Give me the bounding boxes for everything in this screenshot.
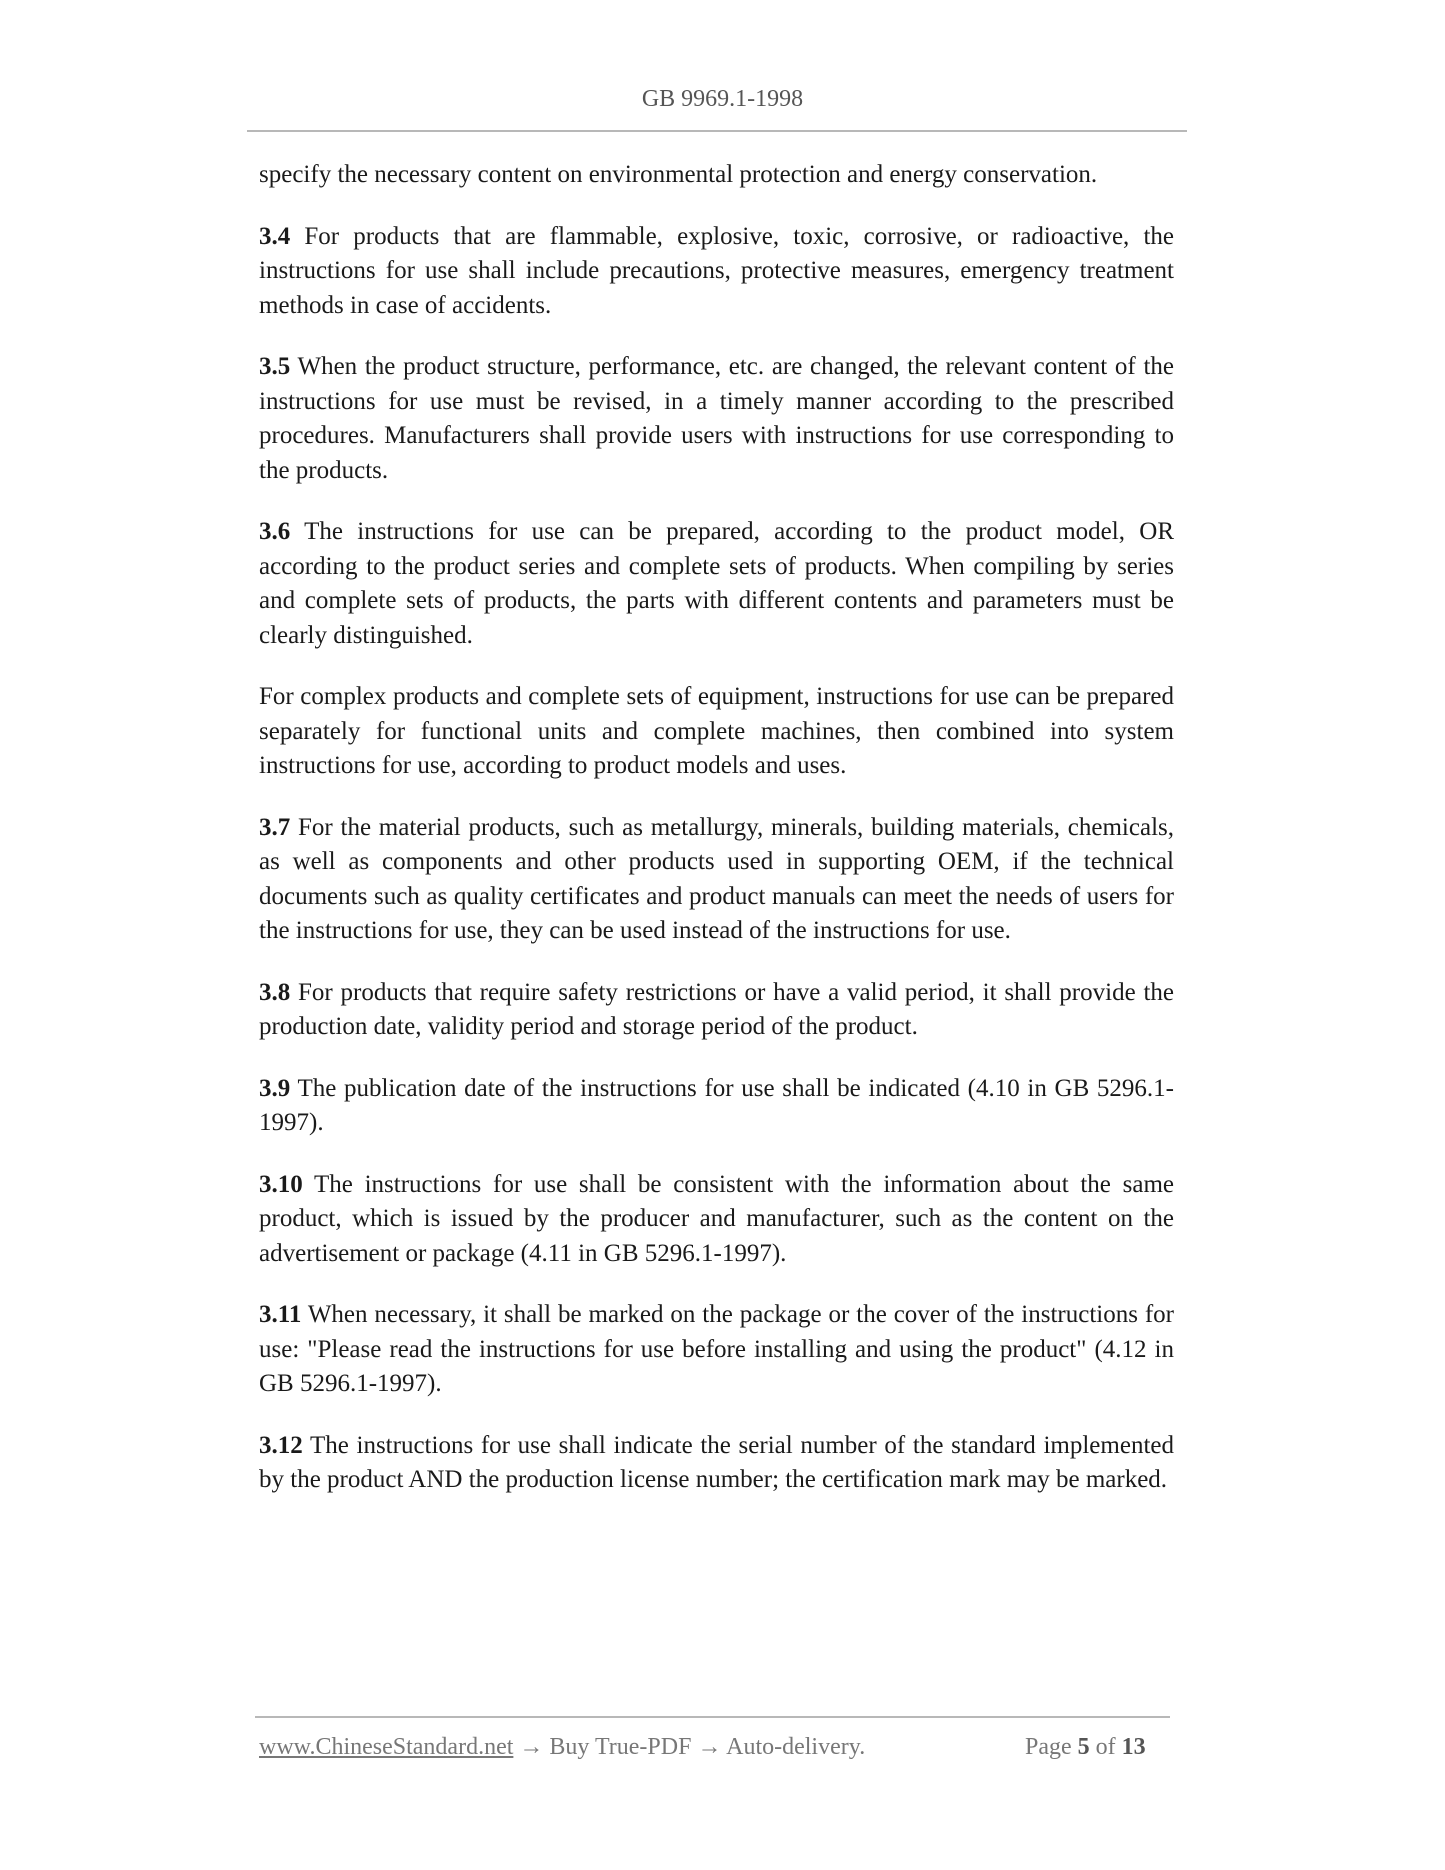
paragraph-text: specify the necessary content on environmental protection and energy conservation. <box>259 161 1098 188</box>
clause-3-5 <box>259 350 1174 488</box>
clause-text: The instructions for use shall indicate the serial number of the standard implemented by the product AND the production license number; the certification mark may be marked. <box>259 1431 1174 1493</box>
clause-text: The instructions for use shall be consistent with the information about the same product, which is issued by the producer and manufacturer, such as the content on the advertisement or package (4.11 in GB 5296.1-1997). <box>259 1170 1174 1267</box>
clause-number: 3.4 <box>259 222 291 250</box>
footer-promo <box>259 1734 865 1761</box>
clause-number: 3.8 <box>259 978 291 1006</box>
clause-3-6-continued <box>259 680 1174 784</box>
clause-3-10 <box>259 1168 1174 1272</box>
paragraph-text: For complex products and complete sets of equipment, instructions for use can be prepared separately for functional units and complete machines, then combined into system instructions for use, according to product models and uses. <box>259 683 1174 779</box>
clause-text: For the material products, such as metallurgy, minerals, building materials, chemicals, as well as components and other products used in supporting OEM, if the technical documents such as quality certificates and product manuals can meet the needs of users for the instructions for use, they can be used instead of the instructions for use. <box>259 813 1174 944</box>
clause-number: 3.9 <box>259 1074 291 1102</box>
document-body <box>259 158 1174 1525</box>
website-link[interactable]: www.ChineseStandard.net <box>259 1734 514 1760</box>
header-divider <box>247 130 1187 132</box>
clause-3-11 <box>259 1298 1174 1402</box>
page-label: Page <box>1025 1734 1078 1760</box>
clause-number: 3.6 <box>259 518 291 545</box>
clause-3-9 <box>259 1072 1174 1141</box>
footer-tagline: → Buy True-PDF → Auto-delivery. <box>513 1734 866 1760</box>
page-indicator <box>1025 1734 1146 1761</box>
of-label: of <box>1089 1734 1122 1760</box>
clause-number: 3.5 <box>259 353 291 380</box>
clause-text: For products that require safety restrictions or have a valid period, it shall provide the production date, validity period and storage period of the product. <box>259 978 1174 1040</box>
clause-number: 3.10 <box>259 1170 303 1198</box>
total-pages-number: 13 <box>1121 1734 1146 1760</box>
page-header-title: GB 9969.1-1998 <box>641 86 804 112</box>
clause-3-8 <box>259 976 1174 1045</box>
clause-number: 3.7 <box>259 813 291 841</box>
footer-divider <box>255 1716 1170 1718</box>
current-page-number: 5 <box>1077 1734 1090 1760</box>
clause-number: 3.12 <box>259 1431 303 1459</box>
clause-text: The instructions for use can be prepared, according to the product model, OR according to the product series and complete sets of products. When compiling by series and complete sets of products, the parts with different contents and parameters must be clearly distinguished. <box>259 518 1174 649</box>
clause-text: When necessary, it shall be marked on the package or the cover of the instructions for use: "Please read the instructions for use before installing and using the product" (4.12 in GB 5296.1-1997). <box>259 1301 1174 1397</box>
clause-3-7 <box>259 811 1174 949</box>
paragraph-continuation <box>259 158 1174 193</box>
clause-text: For products that are flammable, explosive, toxic, corrosive, or radioactive, the instructions for use shall include precautions, protective measures, emergency treatment methods in case of accidents. <box>259 222 1174 319</box>
clause-text: When the product structure, performance, etc. are changed, the relevant content of the instructions for use must be revised, in a timely manner according to the prescribed procedures. Manufacturers shall provide users with instructions for use corresponding to the products. <box>259 353 1174 484</box>
clause-text: The publication date of the instructions for use shall be indicated (4.10 in GB 5296.1-1997). <box>259 1074 1174 1136</box>
clause-3-12 <box>259 1429 1174 1498</box>
clause-number: 3.11 <box>259 1301 302 1328</box>
clause-3-6 <box>259 515 1174 653</box>
clause-3-4 <box>259 220 1174 324</box>
